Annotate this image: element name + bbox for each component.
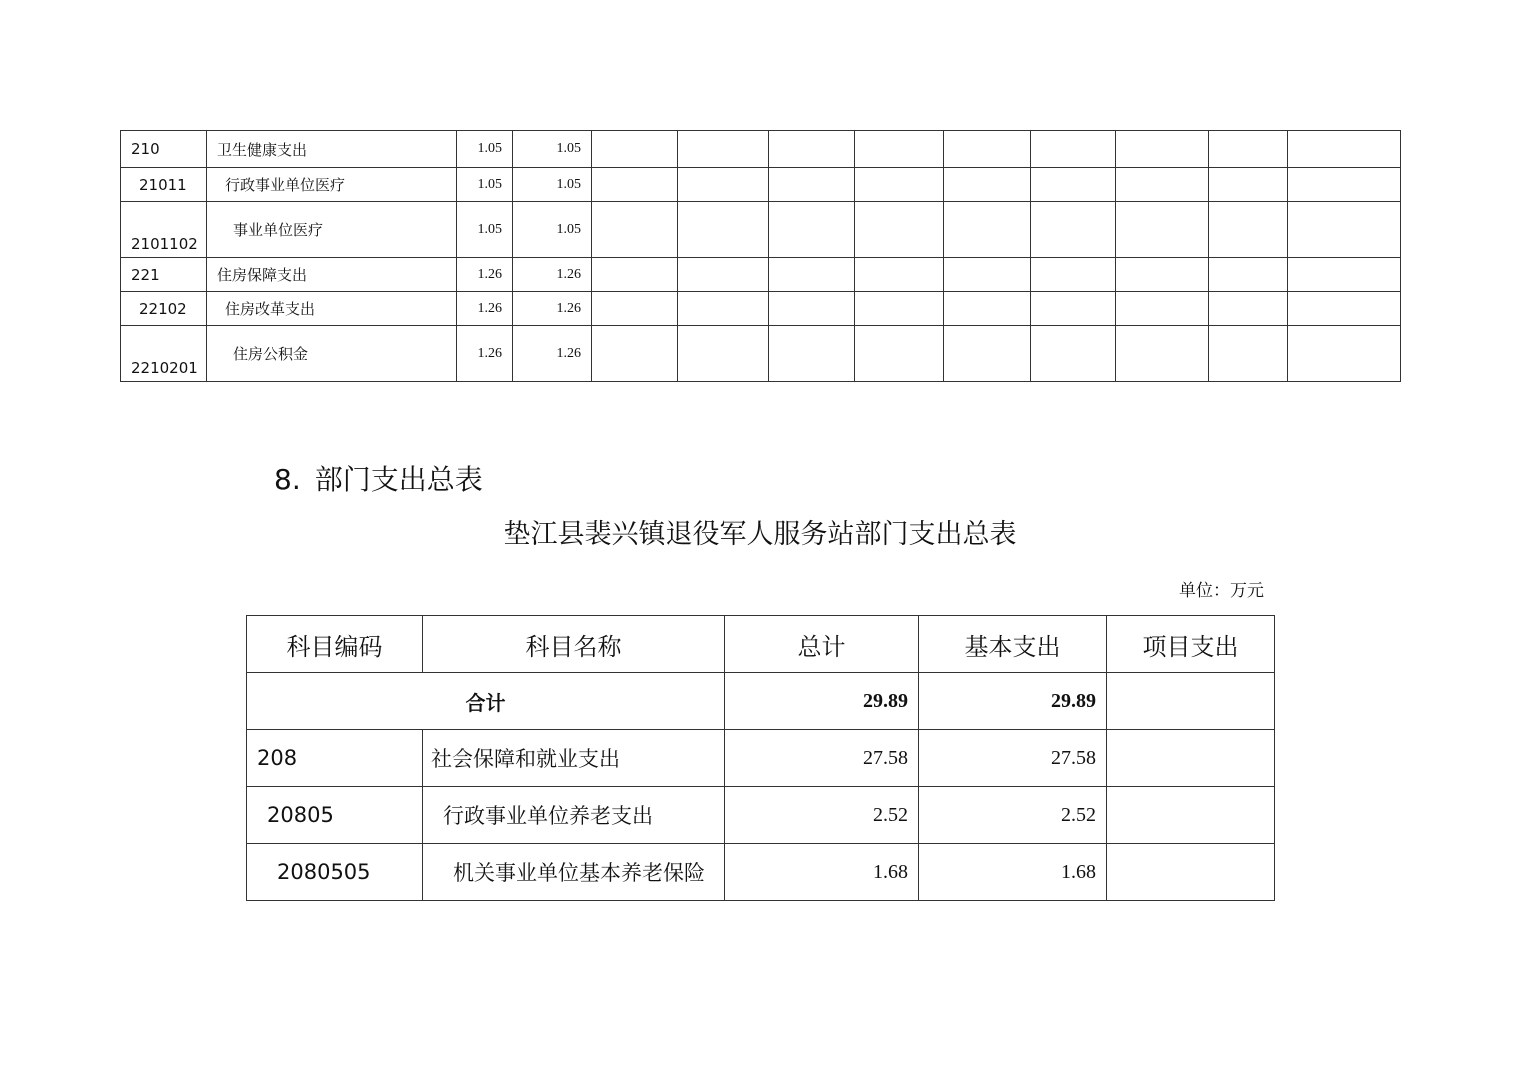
amount-basic: 1.05 bbox=[513, 168, 592, 202]
empty-cell bbox=[944, 202, 1031, 258]
subject-name: 事业单位医疗 bbox=[207, 202, 457, 258]
amount-total: 1.68 bbox=[725, 844, 919, 901]
total-label: 合计 bbox=[247, 673, 725, 730]
empty-cell bbox=[1116, 202, 1209, 258]
empty-cell bbox=[1031, 326, 1116, 382]
table-row bbox=[247, 844, 1275, 901]
empty-cell bbox=[1031, 258, 1116, 292]
header-total: 总计 bbox=[725, 616, 919, 673]
empty-cell bbox=[944, 131, 1031, 168]
total-total: 29.89 bbox=[725, 673, 919, 730]
header-row bbox=[247, 616, 1275, 673]
empty-cell bbox=[1116, 131, 1209, 168]
total-row bbox=[247, 673, 1275, 730]
subject-code: 20805 bbox=[247, 787, 423, 844]
empty-cell bbox=[1116, 258, 1209, 292]
empty-cell bbox=[1288, 131, 1401, 168]
empty-cell bbox=[592, 131, 678, 168]
subject-code: 2080505 bbox=[247, 844, 423, 901]
empty-cell bbox=[1288, 168, 1401, 202]
table-row bbox=[121, 326, 1401, 382]
empty-cell bbox=[1031, 131, 1116, 168]
empty-cell bbox=[855, 202, 944, 258]
amount-basic: 1.26 bbox=[513, 326, 592, 382]
empty-cell bbox=[592, 168, 678, 202]
amount-project bbox=[1107, 844, 1275, 901]
subject-name: 行政事业单位养老支出 bbox=[423, 787, 725, 844]
empty-cell bbox=[769, 202, 855, 258]
empty-cell bbox=[1209, 131, 1288, 168]
amount-total: 1.26 bbox=[457, 258, 513, 292]
amount-total: 1.05 bbox=[457, 168, 513, 202]
empty-cell bbox=[1116, 292, 1209, 326]
section-heading bbox=[274, 458, 483, 498]
empty-cell bbox=[1288, 292, 1401, 326]
table-row bbox=[121, 258, 1401, 292]
empty-cell bbox=[1209, 202, 1288, 258]
subject-name: 住房保障支出 bbox=[207, 258, 457, 292]
subject-name: 卫生健康支出 bbox=[207, 131, 457, 168]
subject-code: 21011 bbox=[121, 168, 207, 202]
table-title: 垫江县裴兴镇退役军人服务站部门支出总表 bbox=[503, 519, 1017, 550]
empty-cell bbox=[1031, 292, 1116, 326]
amount-project bbox=[1107, 787, 1275, 844]
empty-cell bbox=[855, 131, 944, 168]
empty-cell bbox=[855, 168, 944, 202]
empty-cell bbox=[592, 258, 678, 292]
empty-cell bbox=[855, 292, 944, 326]
empty-cell bbox=[592, 202, 678, 258]
empty-cell bbox=[944, 168, 1031, 202]
empty-cell bbox=[592, 326, 678, 382]
table-row bbox=[121, 131, 1401, 168]
amount-total: 27.58 bbox=[725, 730, 919, 787]
amount-basic: 1.68 bbox=[919, 844, 1107, 901]
empty-cell bbox=[855, 258, 944, 292]
subject-name: 社会保障和就业支出 bbox=[423, 730, 725, 787]
header-project: 项目支出 bbox=[1107, 616, 1275, 673]
unit-label: 单位：万元 bbox=[1179, 581, 1264, 601]
empty-cell bbox=[769, 168, 855, 202]
empty-cell bbox=[1288, 202, 1401, 258]
empty-cell bbox=[944, 326, 1031, 382]
empty-cell bbox=[769, 131, 855, 168]
empty-cell bbox=[769, 292, 855, 326]
subject-code: 210 bbox=[121, 131, 207, 168]
subject-code: 22102 bbox=[121, 292, 207, 326]
table-row bbox=[121, 202, 1401, 258]
empty-cell bbox=[1209, 168, 1288, 202]
subject-name: 住房改革支出 bbox=[207, 292, 457, 326]
table-row bbox=[247, 787, 1275, 844]
section-number: 8. bbox=[274, 463, 301, 496]
empty-cell bbox=[678, 326, 769, 382]
amount-total: 2.52 bbox=[725, 787, 919, 844]
empty-cell bbox=[1209, 326, 1288, 382]
table-row bbox=[121, 168, 1401, 202]
section-heading-text: 部门支出总表 bbox=[314, 463, 483, 496]
empty-cell bbox=[855, 326, 944, 382]
amount-total: 1.05 bbox=[457, 202, 513, 258]
empty-cell bbox=[678, 168, 769, 202]
empty-cell bbox=[1031, 202, 1116, 258]
empty-cell bbox=[1116, 168, 1209, 202]
subject-code: 2101102 bbox=[121, 202, 207, 258]
header-code: 科目编码 bbox=[247, 616, 423, 673]
subject-code: 221 bbox=[121, 258, 207, 292]
continued-expense-table bbox=[120, 130, 1401, 382]
amount-basic: 1.05 bbox=[513, 202, 592, 258]
amount-basic: 1.26 bbox=[513, 258, 592, 292]
empty-cell bbox=[678, 202, 769, 258]
subject-name: 行政事业单位医疗 bbox=[207, 168, 457, 202]
amount-project bbox=[1107, 730, 1275, 787]
subject-code: 2210201 bbox=[121, 326, 207, 382]
empty-cell bbox=[1209, 292, 1288, 326]
amount-total: 1.26 bbox=[457, 326, 513, 382]
empty-cell bbox=[1288, 326, 1401, 382]
empty-cell bbox=[592, 292, 678, 326]
subject-code: 208 bbox=[247, 730, 423, 787]
amount-basic: 1.05 bbox=[513, 131, 592, 168]
empty-cell bbox=[678, 131, 769, 168]
empty-cell bbox=[1031, 168, 1116, 202]
table-row bbox=[121, 292, 1401, 326]
header-name: 科目名称 bbox=[423, 616, 725, 673]
amount-basic: 1.26 bbox=[513, 292, 592, 326]
department-expense-summary-table bbox=[246, 615, 1275, 901]
subject-name: 机关事业单位基本养老保险 bbox=[423, 844, 725, 901]
empty-cell bbox=[944, 292, 1031, 326]
empty-cell bbox=[1209, 258, 1288, 292]
empty-cell bbox=[1116, 326, 1209, 382]
amount-total: 1.05 bbox=[457, 131, 513, 168]
subject-name: 住房公积金 bbox=[207, 326, 457, 382]
empty-cell bbox=[1288, 258, 1401, 292]
empty-cell bbox=[769, 326, 855, 382]
empty-cell bbox=[678, 258, 769, 292]
amount-total: 1.26 bbox=[457, 292, 513, 326]
table-row bbox=[247, 730, 1275, 787]
amount-basic: 2.52 bbox=[919, 787, 1107, 844]
header-basic: 基本支出 bbox=[919, 616, 1107, 673]
empty-cell bbox=[769, 258, 855, 292]
amount-basic: 27.58 bbox=[919, 730, 1107, 787]
empty-cell bbox=[678, 292, 769, 326]
total-basic: 29.89 bbox=[919, 673, 1107, 730]
total-project bbox=[1107, 673, 1275, 730]
empty-cell bbox=[944, 258, 1031, 292]
